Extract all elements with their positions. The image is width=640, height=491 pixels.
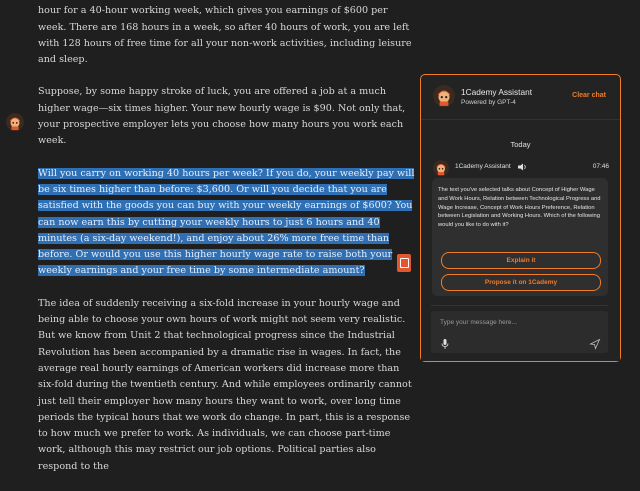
article-paragraph: Suppose, by some happy stroke of luck, you are offered a job at a much higher wage—six times higher. Your new hourly wage is $90. Not only that, your prospective employer lets you choose how many hours you work each week.	[38, 86, 406, 147]
article-paragraph-selected[interactable]	[38, 166, 416, 280]
message-input-box[interactable]	[431, 311, 608, 353]
clear-chat-button[interactable]: Clear chat	[572, 92, 606, 99]
article-paragraph: hour for a 40-hour working week, which gives you earnings of $600 per week. There are 168 hours in a week, so after 40 hours of work, you are left with 128 hours of free time for all your non-work activities, including leisure and sleep.	[38, 5, 412, 66]
assistant-avatar-icon	[433, 160, 449, 176]
chat-input-area	[421, 311, 620, 361]
message-bubble	[432, 178, 608, 296]
chat-subtitle: Powered by GPT-4	[461, 99, 516, 106]
day-separator: Today	[510, 140, 531, 149]
article-paragraph: The idea of suddenly receiving a six-fold increase in your hourly wage and being able to choose your own hours of work might not seem very realistic. But we know from Unit 2 that technological progress since the Industrial Revolution has been accompanied by a dramatic rise in wages. In fact, the average real hourly earnings of American workers did increase more than six-fold during the twentieth century. And while employees ordinarily cannot just tell their employer how many hours they want to work, over long time periods the typical hours that we work do change. In part, this is a response to how much we prefer to work. As individuals, we can choose part-time work, although this may restrict our job options. Political parties also respond to the	[38, 297, 412, 472]
chat-header	[421, 75, 620, 117]
assistant-chat-panel	[420, 74, 621, 362]
send-icon[interactable]	[590, 339, 600, 349]
assistant-avatar-icon[interactable]	[6, 113, 24, 131]
message-input[interactable]	[440, 319, 590, 326]
microphone-icon[interactable]	[441, 339, 449, 349]
divider	[421, 119, 620, 120]
article-text	[38, 0, 416, 491]
divider	[431, 305, 608, 306]
note-tab-icon[interactable]	[397, 254, 411, 272]
message-text: The text you've selected talks about Concept of Higher Wage and Work Hours, Relation between Technological Progress and Wage Increase, Concept of Work Hours Preference, Relation between Legislation and Working Hours. Which of the following would you like to do with it?	[438, 187, 601, 229]
assistant-avatar-icon	[433, 85, 455, 107]
propose-on-1cademy-button[interactable]: Propose it on 1Cademy	[441, 274, 601, 291]
selected-text[interactable]: Will you carry on working 40 hours per week? If you do, your weekly pay will be six times higher than before: $3,600. Or will you decide that you are satisfied with the goods you can buy with your weekly earnings of $600? You can now earn this by cutting your weekly hours to just 6 hours and 40 minutes (a six-day weekend!), and enjoy about 26% more free time than before. Or would you use this higher hourly wage rate to raise both your weekly earnings and your free time by some intermediate amount?	[38, 167, 415, 277]
message-time: 07:46	[592, 163, 609, 170]
message-sender: 1Cademy Assistant	[455, 163, 511, 170]
chat-title: 1Cademy Assistant	[461, 87, 533, 97]
speaker-icon[interactable]	[518, 163, 528, 171]
explain-it-button[interactable]: Explain it	[441, 252, 601, 269]
